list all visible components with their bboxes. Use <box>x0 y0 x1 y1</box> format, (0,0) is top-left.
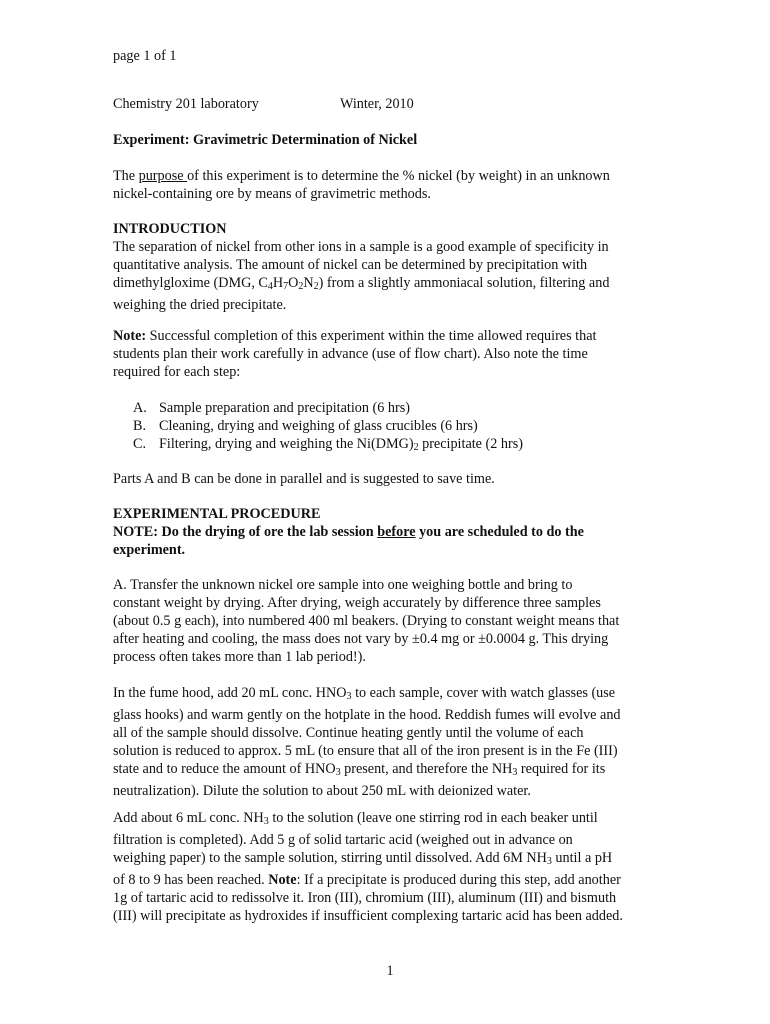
steps-list <box>133 399 653 457</box>
term: Winter, 2010 <box>340 96 414 112</box>
page-label: page 1 of 1 <box>113 48 177 64</box>
experiment-title: Experiment: Gravimetric Determination of Nickel <box>113 132 418 148</box>
introduction-section: INTRODUCTION The separation of nickel from other ions in a sample is a good example of specificity in quantitative analysis. The amount of nickel can be determined by precipitation with dimethylgloxime (DMG, $C_4H_7O_2N_2$) from a slightly ammoniacal solution, filtering and weighing the dried precipitate. <box>113 220 658 314</box>
list-item: A. Sample preparation and precipitation (6 hrs) <box>133 400 410 416</box>
introduction-heading: INTRODUCTION <box>113 221 227 237</box>
step-a-paragraph: A. Transfer the unknown nickel ore sample into one weighing bottle and bring to constant weight by drying. After drying, weigh accurately by difference three samples (about 0.5 g each), into numbered 400 ml beakers. (Drying to constant weight means that after heating and cooling, the mass does not vary by ±0.4 mg or ±0.0004 g. This drying process often takes more than 1 lab period!). <box>113 577 620 665</box>
course-header <box>113 95 658 113</box>
list-item: B. Cleaning, drying and weighing of glass crucibles (6 hrs) <box>133 418 478 434</box>
parallel-note: Parts A and B can be done in parallel and is suggested to save time. <box>113 471 495 487</box>
before-emphasis: before <box>377 524 416 540</box>
purpose-paragraph: The purpose of this experiment is to determine the % nickel (by weight) in an unknown nickel-containing ore by means of gravimetric methods. <box>113 168 610 202</box>
note-paragraph: Note: Successful completion of this experiment within the time allowed requires that students plan their work carefully in advance (use of flow chart). Also note the time required for each step: <box>113 328 597 380</box>
list-item: C. Filtering, drying and weighing the $Ni(DMG)_2$ precipitate (2 hrs) <box>133 436 523 453</box>
fume-hood-paragraph: In the fume hood, add 20 mL conc. $HNO_3$ to each sample, cover with watch glasses (use glass hooks) and warm gently on the hotplate in the hood. Reddish fumes will evolve and all of the sample should dissolve. Continue heating gently until the volume of each solution is reduced to approx. 5 mL (to ensure that all of the iron present is in the Fe (III) state and to reduce the amount of $HNO_3$ present, and therefore the $NH_3$ required for its neutralization). Dilute the solution to about 250 mL with deionized water. <box>113 685 621 799</box>
procedure-section: EXPERIMENTAL PROCEDURE NOTE: Do the drying of ore the lab session before you are scheduled to do the experiment. <box>113 505 658 559</box>
note-label: Note: <box>113 328 147 344</box>
procedure-heading: EXPERIMENTAL PROCEDURE <box>113 506 321 522</box>
course-name: Chemistry 201 laboratory <box>113 96 259 112</box>
note-emphasis: Note <box>268 872 297 888</box>
purpose-keyword: purpose <box>138 168 188 184</box>
ammonia-paragraph: Add about 6 mL conc. $NH_3$ to the solution (leave one stirring rod in each beaker until filtration is completed). Add 5 g of solid tartaric acid (weighed out in advance on weighing paper) to the sample solution, stirring until dissolved. Add 6M $NH_3$ until a pH of 8 to 9 has been reached. Note: If a precipitate is produced during this step, add another 1g of tartaric acid to redissolve it. Iron (III), chromium (III), aluminum (III) and bismuth (III) will precipitate as hydroxides if insufficient complexing tartaric acid has been added. <box>113 810 623 924</box>
page-number: 1 <box>386 963 394 979</box>
